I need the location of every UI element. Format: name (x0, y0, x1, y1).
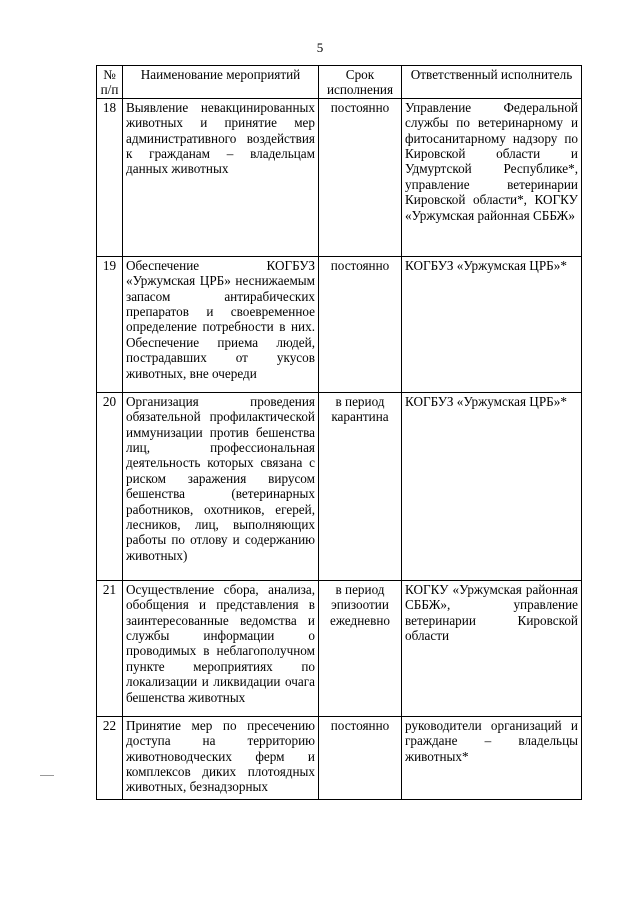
row-responsible: руководители организаций и граждане – владельцы животных* (402, 716, 582, 799)
row-term: в период эпизоотии ежедневно (319, 580, 402, 716)
header-term: Срок исполнения (319, 66, 402, 99)
row-num: 20 (97, 392, 123, 580)
row-num: 21 (97, 580, 123, 716)
row-num: 22 (97, 716, 123, 799)
table-row (97, 98, 582, 256)
header-responsible: Ответственный исполнитель (402, 66, 582, 99)
row-name: Осуществление сбора, анализа, обобщения и представления в заинтересованные ведомства и службы информации о проводимых в неблагополучном пункте мероприятиях по локализации и ликвидации очага бешенства животных (123, 580, 319, 716)
row-name: Обеспечение КОГБУЗ «Уржумская ЦРБ» неснижаемым запасом антирабических препаратов и своевременное определение потребности в них. Обеспечение приема людей, пострадавших от укусов животных, вне очереди (123, 256, 319, 392)
table-row (97, 256, 582, 392)
measures-table (96, 65, 582, 800)
table-header-row (97, 66, 582, 99)
row-num: 18 (97, 98, 123, 256)
row-num: 19 (97, 256, 123, 392)
row-term: постоянно (319, 256, 402, 392)
row-term: в период карантина (319, 392, 402, 580)
page-number: 5 (316, 40, 324, 55)
header-num: № п/п (97, 66, 123, 99)
row-responsible: КОГКУ «Уржумская районная СББЖ», управление ветеринарии Кировской области (402, 580, 582, 716)
margin-mark (40, 775, 54, 776)
row-term: постоянно (319, 98, 402, 256)
row-term: постоянно (319, 716, 402, 799)
row-name: Выявление невакцинированных животных и принятие мер административного воздействия к гражданам – владельцам данных животных (123, 98, 319, 256)
header-name: Наименование мероприятий (123, 66, 319, 99)
row-name: Организация проведения обязательной профилактической иммунизации против бешенства лиц, профессиональная деятельность которых связана с риском заражения вирусом бешенства (ветеринарных работников, охотников, егерей, лесников, лиц, выполняющих работы по отлову и содержанию животных) (123, 392, 319, 580)
row-responsible: КОГБУЗ «Уржумская ЦРБ»* (402, 256, 582, 392)
row-name: Принятие мер по пресечению доступа на территорию животноводческих ферм и комплексов диких плотоядных животных, безнадзорных (123, 716, 319, 799)
table-row (97, 392, 582, 580)
row-responsible: Управление Федеральной службы по ветеринарному и фитосанитарному надзору по Кировской области и Удмуртской Республике*, управление ветеринарии Кировской области*, КОГКУ «Уржумская районная СББЖ» (402, 98, 582, 256)
table-row (97, 716, 582, 799)
table-row (97, 580, 582, 716)
row-responsible: КОГБУЗ «Уржумская ЦРБ»* (402, 392, 582, 580)
